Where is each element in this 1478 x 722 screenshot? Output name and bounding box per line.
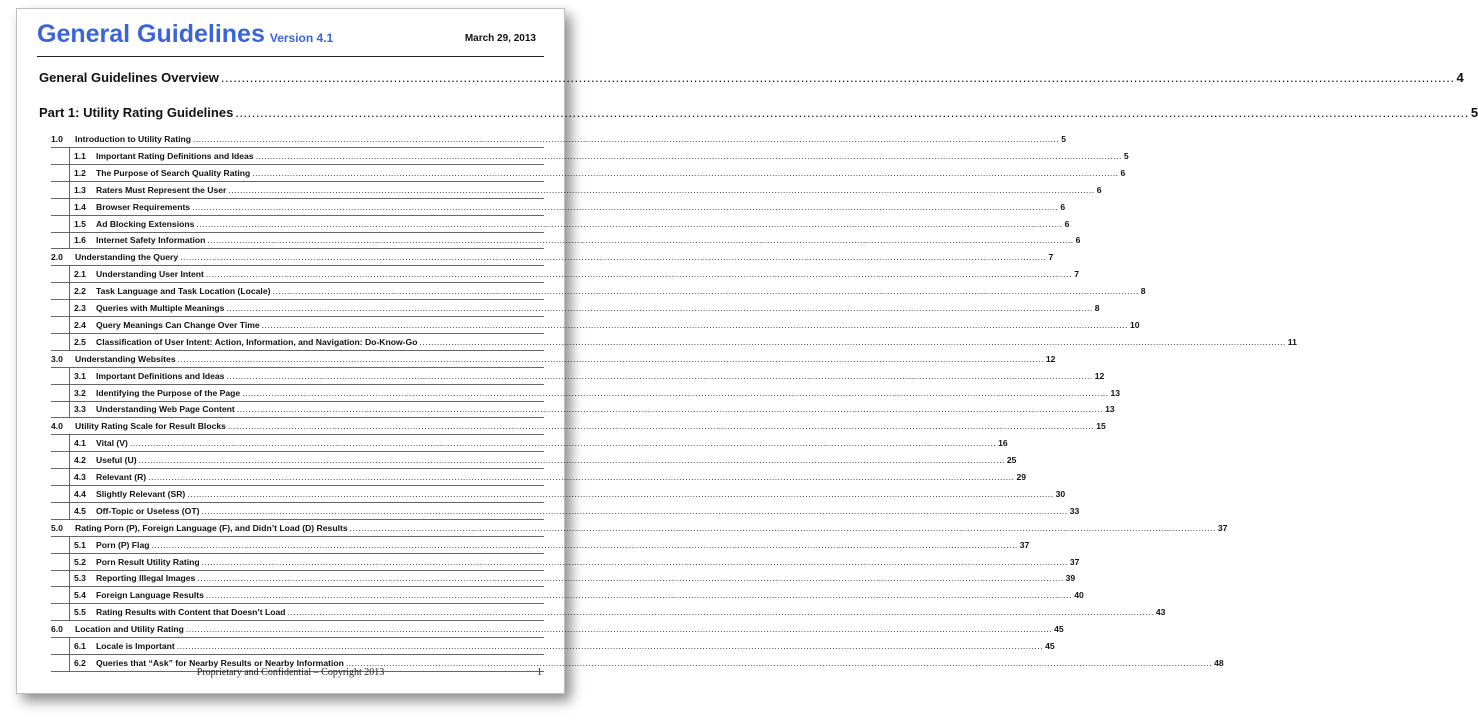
toc-entry-title: Foreign Language Results bbox=[96, 590, 204, 601]
toc-entry-label bbox=[74, 371, 224, 381]
toc-entry-number: 4.0 bbox=[51, 421, 63, 432]
toc-entry-title: Important Rating Definitions and Ideas bbox=[96, 150, 254, 161]
toc-entry-title: Location and Utility Rating bbox=[75, 624, 184, 635]
toc-entry-title: Query Meanings Can Change Over Time bbox=[96, 319, 260, 330]
toc-entry-title: Locale is Important bbox=[96, 641, 175, 651]
toc-entry-page: 33 bbox=[1069, 505, 1080, 516]
toc-leader-dots: ............................................................................................................................................................................................................................................................................................................ bbox=[345, 657, 1213, 668]
toc-subsection-entry[interactable] bbox=[74, 556, 1080, 567]
toc-entry-title: Browser Requirements bbox=[96, 201, 191, 212]
toc-entry-number: 2.5 bbox=[74, 336, 86, 347]
toc-entry-title: Identifying the Purpose of the Page bbox=[96, 387, 241, 398]
toc-subsection-entry[interactable] bbox=[74, 235, 1081, 246]
toc-leader-dots: ............................................................................................................................................................................................................................................................................................................ bbox=[176, 641, 1044, 651]
toc-leader-dots: ............................................................................................................................................................................................................................................................................................................ bbox=[205, 590, 1073, 601]
toc-group-connector bbox=[69, 265, 70, 350]
toc-leader-dots: ............................................................................................................................................................................................................................................................................................................ bbox=[272, 286, 1139, 297]
toc-entry-title: Slightly Relevant (SR) bbox=[96, 488, 186, 499]
toc-row-divider bbox=[51, 181, 544, 182]
toc-entry-title: Queries that “Ask” for Nearby Results or Nearby Information bbox=[96, 657, 344, 668]
toc-entry-title: Understanding Web Page Content bbox=[96, 404, 235, 415]
toc-entry-number: 4.4 bbox=[74, 488, 86, 499]
toc-entry-title: Reporting Illegal Images bbox=[96, 573, 196, 584]
toc-entry-title: General Guidelines Overview bbox=[39, 70, 219, 85]
toc-entry-page: 6 bbox=[1060, 201, 1066, 212]
toc-row-divider bbox=[51, 232, 544, 233]
toc-entry-number: 1.5 bbox=[74, 218, 86, 229]
toc-entry-page: 5 bbox=[1061, 134, 1067, 144]
toc-subsection-entry[interactable] bbox=[74, 184, 1102, 195]
toc-subsection-entry[interactable] bbox=[74, 303, 1100, 313]
toc-entry-page: 7 bbox=[1048, 252, 1054, 263]
toc-entry-page: 48 bbox=[1214, 657, 1224, 668]
document-page bbox=[16, 8, 1478, 694]
toc-entry-label bbox=[51, 624, 184, 634]
toc-entry-number: 5.4 bbox=[74, 590, 86, 601]
toc-entry-number: 2.0 bbox=[51, 252, 63, 263]
toc-row-divider bbox=[51, 586, 544, 587]
toc-entry-label bbox=[74, 607, 286, 617]
toc-entry-label bbox=[74, 202, 190, 212]
toc-subsection-entry[interactable] bbox=[74, 590, 1084, 601]
toc-row-divider bbox=[51, 248, 544, 249]
toc-entry-title: Raters Must Represent the User bbox=[96, 184, 227, 195]
toc-part-entry[interactable] bbox=[39, 70, 1464, 85]
toc-entry-label bbox=[74, 573, 195, 583]
toc-leader-dots: ............................................................................................................................................................................................................................................................................................................ bbox=[419, 336, 1286, 347]
toc-entry-title: Understanding the Query bbox=[75, 252, 179, 263]
toc-row-divider bbox=[51, 519, 544, 520]
toc-entry-title: Rating Porn (P), Foreign Language (F), and Didn’t Load (D) Results bbox=[75, 522, 348, 533]
toc-entry-label bbox=[74, 540, 149, 550]
toc-subsection-entry[interactable] bbox=[74, 505, 1080, 516]
toc-entry-number: 3.0 bbox=[51, 353, 63, 364]
toc-entry-number: 6.0 bbox=[51, 624, 63, 635]
toc-entry-page: 12 bbox=[1094, 370, 1105, 381]
toc-entry-number: 4.1 bbox=[74, 438, 86, 449]
toc-leader-dots: ............................................................................................................................................................................................................................................................................................................ bbox=[207, 235, 1074, 246]
toc-entry-page: 7 bbox=[1074, 269, 1079, 280]
toc-entry-number: 1.1 bbox=[74, 150, 86, 161]
toc-section-entry[interactable] bbox=[51, 421, 1106, 432]
toc-subsection-entry[interactable] bbox=[74, 455, 1017, 466]
toc-entry-number: 6.1 bbox=[74, 641, 86, 651]
toc-leader-dots: ............................................................................................................................................................................................................................................................................................................ bbox=[187, 488, 1054, 499]
toc-subsection-entry[interactable] bbox=[74, 387, 1121, 398]
toc-entry-number: 3.1 bbox=[74, 370, 86, 381]
toc-entry-title: Relevant (R) bbox=[96, 472, 147, 482]
toc-subsection-entry[interactable] bbox=[74, 370, 1105, 381]
toc-leader-dots: ............................................................................................................................................................................................................................................................................................................ bbox=[151, 539, 1018, 550]
toc-row-divider bbox=[51, 536, 544, 537]
toc-entry-page: 15 bbox=[1096, 421, 1106, 432]
toc-entry-number: 1.6 bbox=[74, 235, 86, 246]
toc-entry-label bbox=[51, 421, 226, 431]
toc-group-connector bbox=[69, 147, 70, 248]
toc-entry-label bbox=[51, 134, 191, 144]
toc-entry-label bbox=[74, 472, 146, 482]
toc-subsection-entry[interactable] bbox=[74, 286, 1146, 297]
toc-entry-label bbox=[51, 523, 348, 533]
toc-entry-label bbox=[74, 219, 194, 229]
toc-group-connector bbox=[69, 434, 70, 519]
toc-row-divider bbox=[51, 468, 544, 469]
toc-entry-label bbox=[74, 557, 200, 567]
toc-part-entry[interactable] bbox=[39, 105, 1478, 120]
toc-entry-number: 2.1 bbox=[74, 269, 86, 280]
toc-entry-page: 6 bbox=[1064, 218, 1070, 229]
toc-entry-number: 1.0 bbox=[51, 134, 63, 144]
toc-leader-dots: ............................................................................................................................................................................................................................................................................................................ bbox=[197, 573, 1064, 584]
toc-entry-label bbox=[51, 354, 176, 364]
toc-subsection-entry[interactable] bbox=[74, 201, 1066, 212]
toc-leader-dots: ............................................................................................................................................................................................................................................................................................................ bbox=[192, 201, 1059, 212]
toc-leader-dots: ............................................................................................................................................................................................................................................................................................................ bbox=[129, 438, 997, 449]
toc-row-divider bbox=[51, 637, 544, 638]
toc-subsection-entry[interactable] bbox=[74, 573, 1076, 584]
toc-leader-dots: ............................................................................................................................................................................................................................................................................................................ bbox=[185, 624, 1053, 635]
toc-row-divider bbox=[51, 215, 544, 216]
toc-row-divider bbox=[51, 417, 544, 418]
toc-leader-dots: ............................................................................................................................................................................................................................................................................................................ bbox=[226, 303, 1093, 313]
toc-entry-title: Classification of User Intent: Action, Information, and Navigation: Do-Know-Go bbox=[96, 336, 418, 347]
toc-entry-page: 39 bbox=[1065, 573, 1076, 584]
header-rule bbox=[37, 56, 544, 57]
toc-leader-dots: ............................................................................................................................................................................................................................................................................................................ bbox=[177, 353, 1044, 364]
toc-leader-dots: ............................................................................................................................................................................................................................................................................................................ bbox=[252, 167, 1119, 178]
toc-entry-title: Understanding Websites bbox=[75, 353, 176, 364]
toc-entry-number: 1.3 bbox=[74, 184, 86, 195]
toc-row-divider bbox=[51, 401, 544, 402]
toc-entry-page: 10 bbox=[1129, 319, 1140, 330]
toc-entry-label bbox=[74, 286, 270, 296]
toc-entry-number: 5.0 bbox=[51, 522, 63, 533]
toc-leader-dots: ............................................................................................................................................................................................................................................................................................................ bbox=[196, 218, 1063, 229]
toc-entry-label bbox=[74, 404, 235, 414]
toc-entry-page: 13 bbox=[1110, 387, 1121, 398]
toc-entry-label bbox=[51, 252, 178, 262]
toc-section-entry[interactable] bbox=[51, 522, 1228, 533]
toc-entry-number: 5.5 bbox=[74, 607, 86, 618]
toc-entry-title: Vital (V) bbox=[96, 438, 128, 449]
toc-entry-title: Introduction to Utility Rating bbox=[75, 134, 191, 144]
toc-entry-title: Important Definitions and Ideas bbox=[96, 370, 225, 381]
toc-entry-label bbox=[74, 269, 204, 279]
toc-section-entry[interactable] bbox=[51, 134, 1067, 144]
toc-row-divider bbox=[51, 316, 544, 317]
toc-subsection-entry[interactable] bbox=[74, 438, 1008, 449]
toc-row-divider bbox=[51, 367, 544, 368]
toc-subsection-entry[interactable] bbox=[74, 336, 1297, 347]
toc-entry-label bbox=[74, 151, 254, 161]
toc-leader-dots: ............................................................................................................................................................................................................................................................................................................ bbox=[201, 505, 1068, 516]
toc-entry-title: Task Language and Task Location (Locale) bbox=[96, 286, 271, 297]
toc-subsection-entry[interactable] bbox=[74, 488, 1066, 499]
toc-entry-label bbox=[74, 235, 205, 245]
toc-leader-dots: ............................................................................................................................................................................................................................................................................................................ bbox=[261, 319, 1128, 330]
toc-section-entry[interactable] bbox=[51, 624, 1064, 635]
toc-leader-dots: ............................................................................................................................................................................................................................................................................................................ bbox=[228, 184, 1095, 195]
footer-page-number: 1 bbox=[537, 667, 542, 678]
toc-entry-page: 40 bbox=[1074, 590, 1084, 601]
toc-row-divider bbox=[51, 265, 544, 266]
toc-entry-title: Useful (U) bbox=[96, 455, 137, 466]
toc-entry-page: 37 bbox=[1019, 539, 1030, 550]
toc-entry-label bbox=[74, 185, 226, 195]
toc-entry-title: Porn Result Utility Rating bbox=[96, 556, 200, 567]
toc-entry-page: 11 bbox=[1287, 336, 1297, 347]
toc-subsection-entry[interactable] bbox=[74, 404, 1115, 415]
toc-entry-number: 5.2 bbox=[74, 556, 86, 567]
toc-entry-label bbox=[74, 506, 199, 516]
toc-entry-page: 4 bbox=[1456, 70, 1464, 85]
version-label: Version 4.1 bbox=[269, 31, 334, 45]
toc-entry-page: 16 bbox=[998, 438, 1008, 449]
toc-row-divider bbox=[51, 654, 544, 655]
toc-row-divider bbox=[51, 164, 544, 165]
toc-entry-label bbox=[74, 337, 417, 347]
toc-entry-label bbox=[74, 455, 137, 465]
toc-section-entry[interactable] bbox=[51, 353, 1056, 364]
toc-entry-number: 2.3 bbox=[74, 303, 86, 313]
toc-entry-label bbox=[39, 105, 233, 120]
toc-entry-page: 37 bbox=[1069, 556, 1080, 567]
toc-entry-page: 30 bbox=[1055, 488, 1066, 499]
toc-entry-number: 4.2 bbox=[74, 455, 86, 466]
toc-entry-label bbox=[74, 438, 128, 448]
toc-leader-dots: ............................................................................................................................................................................................................................................................................................................ bbox=[242, 387, 1109, 398]
toc-entry-title: Off-Topic or Useless (OT) bbox=[96, 505, 200, 516]
document-date: March 29, 2013 bbox=[464, 33, 536, 44]
document-title: General Guidelines Version 4.1 bbox=[37, 20, 334, 48]
toc-entry-number: 4.5 bbox=[74, 505, 86, 516]
toc-entry-page: 37 bbox=[1217, 522, 1228, 533]
toc-entry-title: Understanding User Intent bbox=[96, 269, 204, 280]
toc-leader-dots: ............................................................................................................................................................................................................................................................................................................ bbox=[255, 150, 1122, 161]
toc-row-divider bbox=[51, 282, 544, 283]
toc-row-divider bbox=[51, 502, 544, 503]
toc-entry-label bbox=[74, 388, 240, 398]
toc-entry-page: 13 bbox=[1105, 404, 1115, 415]
toc-row-divider bbox=[51, 570, 544, 571]
toc-entry-number: 2.2 bbox=[74, 286, 86, 297]
toc-leader-dots: ............................................................................................................................................................................................................................................................................................................ bbox=[226, 370, 1093, 381]
toc-row-divider bbox=[51, 384, 544, 385]
toc-entry-title: Utility Rating Scale for Result Blocks bbox=[75, 421, 226, 432]
toc-entry-label bbox=[74, 590, 204, 600]
toc-entry-number: 3.3 bbox=[74, 404, 86, 415]
toc-subsection-entry[interactable] bbox=[74, 539, 1030, 550]
toc-group-connector bbox=[69, 637, 70, 671]
toc-entry-page: 5 bbox=[1470, 105, 1478, 120]
footer-text: Proprietary and Confidential – Copyright 2013 bbox=[196, 667, 385, 678]
toc-row-divider bbox=[51, 333, 544, 334]
toc-subsection-entry[interactable] bbox=[74, 150, 1129, 161]
toc-leader-dots: ............................................................................................................................................................................................................................................................................................................ bbox=[349, 522, 1216, 533]
toc-row-divider bbox=[51, 553, 544, 554]
toc-row-divider bbox=[51, 350, 544, 351]
toc-entry-page: 5 bbox=[1123, 150, 1129, 161]
toc-entry-label bbox=[39, 70, 219, 85]
toc-entry-title: Ad Blocking Extensions bbox=[96, 218, 195, 229]
toc-entry-number: 5.1 bbox=[74, 539, 86, 550]
toc-leader-dots: ............................................................................................................................................................................................................................................................................................................ bbox=[180, 252, 1047, 263]
toc-subsection-entry[interactable] bbox=[74, 319, 1140, 330]
toc-entry-page: 45 bbox=[1045, 641, 1055, 651]
toc-row-divider bbox=[51, 603, 544, 604]
toc-row-divider bbox=[51, 147, 544, 148]
toc-row-divider bbox=[51, 451, 544, 452]
toc-leader-dots: ............................................................................................................................................................................................................................................................................................................ bbox=[287, 607, 1154, 618]
toc-leader-dots: ............................................................................................................................................................................................................................................................................................................ bbox=[220, 70, 1455, 85]
toc-leader-dots: ............................................................................................................................................................................................................................................................................................................ bbox=[227, 421, 1095, 432]
toc-entry-title: Porn (P) Flag bbox=[96, 539, 150, 550]
toc-row-divider bbox=[51, 434, 544, 435]
toc-entry-label bbox=[74, 641, 175, 651]
toc-leader-dots: ............................................................................................................................................................................................................................................................................................................ bbox=[205, 269, 1073, 280]
toc-entry-page: 6 bbox=[1075, 235, 1081, 246]
toc-row-divider bbox=[51, 620, 544, 621]
toc-row-divider bbox=[51, 299, 544, 300]
toc-entry-page: 43 bbox=[1155, 607, 1166, 618]
toc-entry-page: 6 bbox=[1120, 167, 1126, 178]
toc-entry-title: Part 1: Utility Rating Guidelines bbox=[39, 105, 234, 120]
toc-leader-dots: ............................................................................................................................................................................................................................................................................................................ bbox=[201, 556, 1068, 567]
toc-subsection-entry[interactable] bbox=[74, 167, 1126, 178]
toc-entry-title: Internet Safety Information bbox=[96, 235, 206, 246]
toc-leader-dots: ............................................................................................................................................................................................................................................................................................................ bbox=[235, 105, 1469, 120]
toc-entry-page: 25 bbox=[1006, 455, 1017, 466]
toc-entry-page: 29 bbox=[1016, 472, 1026, 482]
toc-entry-label bbox=[74, 168, 250, 178]
toc-entry-title: Queries with Multiple Meanings bbox=[96, 303, 225, 313]
toc-entry-label bbox=[74, 320, 260, 330]
toc-entry-page: 6 bbox=[1096, 184, 1102, 195]
toc-entry-number: 4.3 bbox=[74, 472, 86, 482]
toc-entry-number: 1.4 bbox=[74, 201, 86, 212]
toc-entry-number: 6.2 bbox=[74, 657, 86, 668]
toc-entry-page: 45 bbox=[1054, 624, 1064, 635]
toc-entry-number: 5.3 bbox=[74, 573, 86, 584]
toc-section-entry[interactable] bbox=[51, 252, 1054, 263]
toc-subsection-entry[interactable] bbox=[74, 218, 1070, 229]
toc-leader-dots: ............................................................................................................................................................................................................................................................................................................ bbox=[236, 404, 1104, 415]
toc-entry-number: 1.2 bbox=[74, 167, 86, 178]
toc-entry-page: 8 bbox=[1140, 286, 1146, 297]
toc-entry-label bbox=[74, 303, 224, 313]
toc-entry-number: 3.2 bbox=[74, 387, 86, 398]
toc-subsection-entry[interactable] bbox=[74, 607, 1166, 618]
toc-entry-title: Rating Results with Content that Doesn’t Load bbox=[96, 607, 286, 618]
toc-entry-number: 2.4 bbox=[74, 319, 86, 330]
toc-row-divider bbox=[51, 485, 544, 486]
toc-subsection-entry[interactable] bbox=[74, 472, 1026, 482]
toc-entry-label bbox=[74, 489, 185, 499]
toc-group-connector bbox=[69, 536, 70, 621]
toc-leader-dots: ............................................................................................................................................................................................................................................................................................................ bbox=[148, 472, 1015, 482]
toc-entry-page: 12 bbox=[1045, 353, 1056, 364]
toc-entry-page: 8 bbox=[1094, 303, 1100, 313]
toc-row-divider bbox=[51, 198, 544, 199]
toc-subsection-entry[interactable] bbox=[74, 641, 1055, 651]
toc-leader-dots: ............................................................................................................................................................................................................................................................................................................ bbox=[193, 134, 1060, 144]
toc-entry-title: The Purpose of Search Quality Rating bbox=[96, 167, 251, 178]
toc-leader-dots: ............................................................................................................................................................................................................................................................................................................ bbox=[138, 455, 1005, 466]
toc-group-connector bbox=[69, 367, 70, 418]
toc-subsection-entry[interactable] bbox=[74, 269, 1079, 280]
